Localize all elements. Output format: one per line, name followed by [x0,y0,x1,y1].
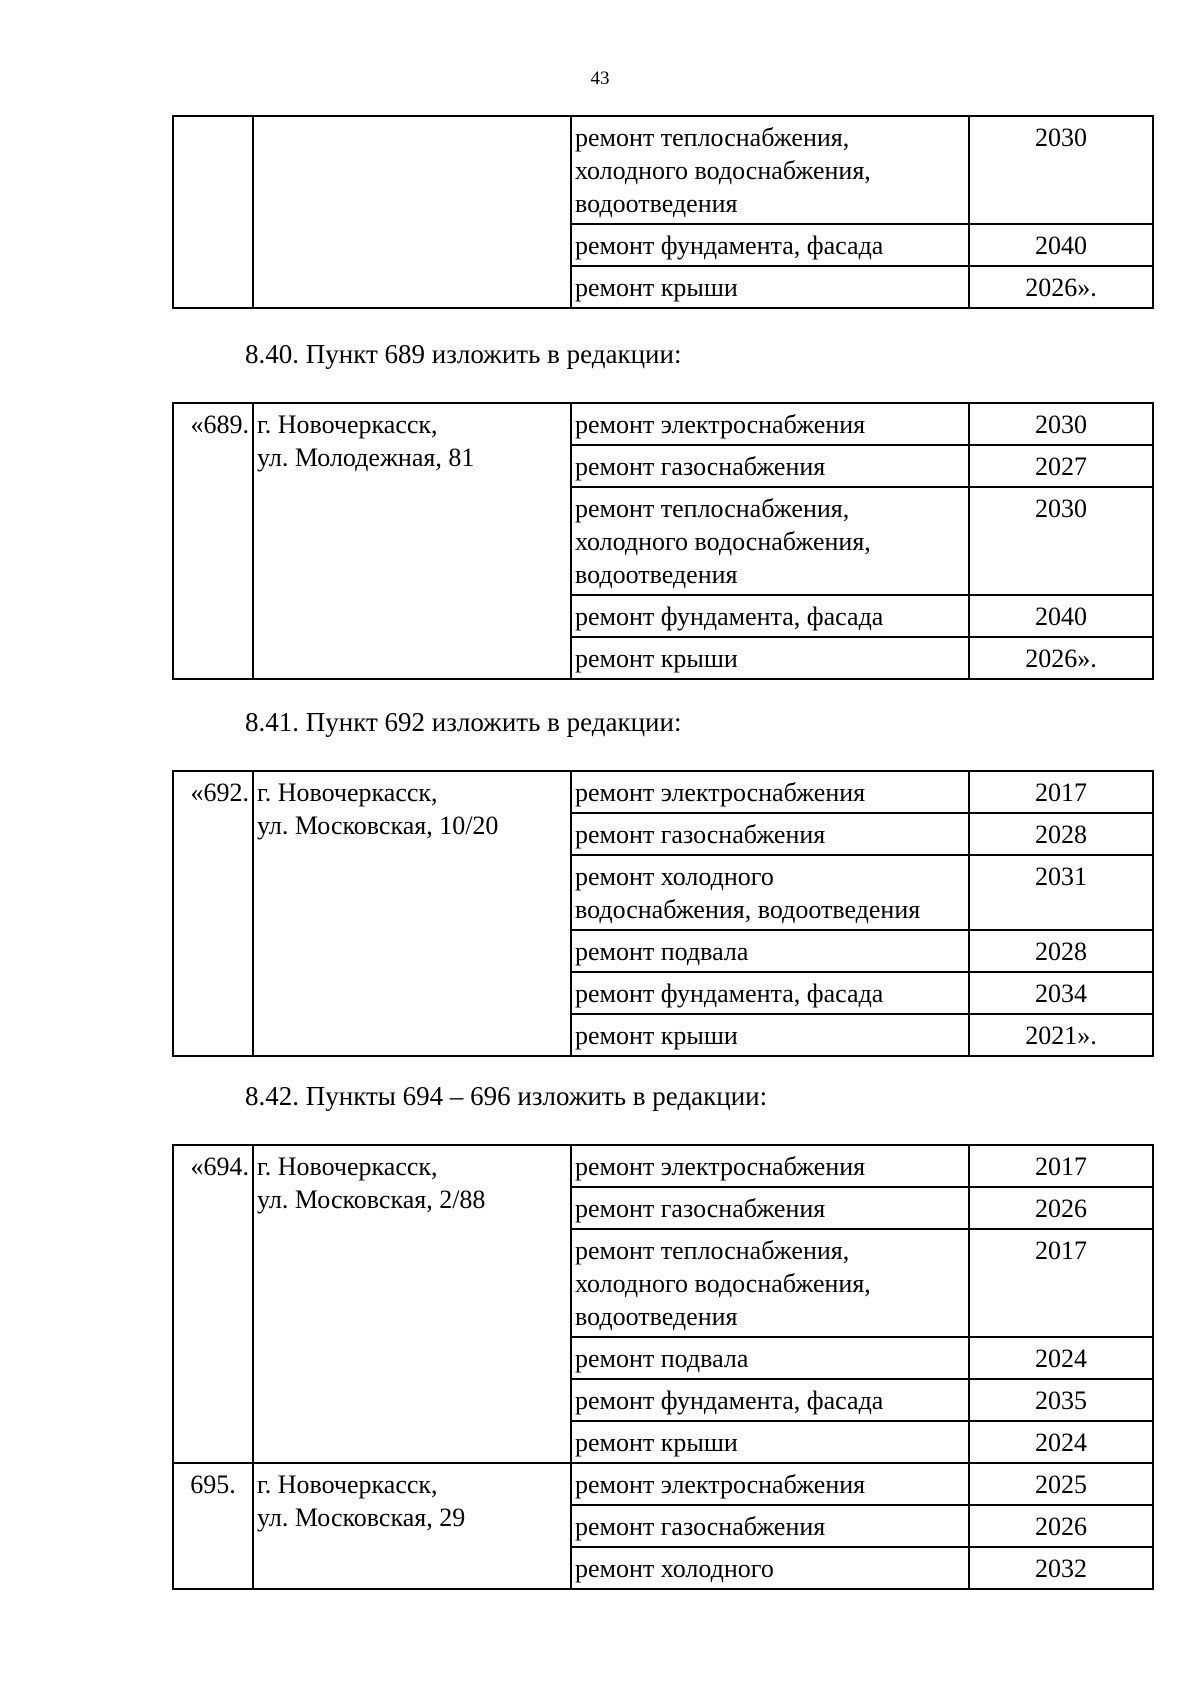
repair-work-line: ремонт фундамента, фасада [575,979,884,1008]
item-number: 695. [173,1463,253,1589]
item-address [253,403,571,679]
table-row [173,771,1153,813]
table-item-692-body [173,771,1153,1056]
repair-work-line: водоотведения [575,560,738,589]
repair-work-line: ремонт газоснабжения [575,820,826,849]
repair-work [571,224,969,266]
repair-work-line: ремонт теплоснабжения, [575,1236,850,1265]
repair-work [571,1187,969,1229]
repair-year: 2026 [969,1505,1153,1547]
repair-work-line: водоотведения [575,189,738,218]
repair-work-line: холодного водоснабжения, [575,527,871,556]
repair-work-line: ремонт газоснабжения [575,452,826,481]
repair-year: 2017 [969,1145,1153,1187]
table-items-694-695-body [173,1145,1153,1589]
repair-work-line: ремонт фундамента, фасада [575,1386,884,1415]
address-line: ул. Московская, 10/20 [257,811,499,840]
repair-work [571,1379,969,1421]
repair-work [571,595,969,637]
repair-work [571,487,969,595]
repair-work-line: ремонт подвала [575,1344,749,1373]
repair-work-line: ремонт холодного [575,862,774,891]
repair-year: 2028 [969,813,1153,855]
paragraph-8-41: 8.41. Пункт 692 изложить в редакции: [245,707,682,737]
repair-work-line: ремонт электроснабжения [575,778,866,807]
repair-work [571,930,969,972]
repair-work [571,266,969,308]
item-number: «694. [173,1145,253,1463]
repair-year: 2035 [969,1379,1153,1421]
repair-year: 2030 [969,116,1153,224]
repair-year: 2030 [969,487,1153,595]
repair-year: 2031 [969,855,1153,930]
repair-work-line: ремонт электроснабжения [575,1152,866,1181]
repair-year: 2026 [969,1187,1153,1229]
repair-work-line: ремонт теплоснабжения, [575,494,850,523]
repair-work-line: ремонт подвала [575,937,749,966]
address-line: г. Новочеркасск, [257,410,438,439]
repair-year: 2017 [969,771,1153,813]
paragraph-8-42: 8.42. Пункты 694 – 696 изложить в редакции: [245,1081,768,1111]
repair-work [571,813,969,855]
repair-year: 2032 [969,1547,1153,1589]
repair-work [571,637,969,679]
repair-year: 2028 [969,930,1153,972]
repair-work [571,403,969,445]
item-address [253,771,571,1056]
item-address [253,116,571,308]
table-item-692 [172,770,1154,1057]
repair-work [571,1505,969,1547]
table-item-689 [172,402,1154,680]
repair-year: 2030 [969,403,1153,445]
repair-work [571,1421,969,1463]
item-number: «692. [173,771,253,1056]
item-address [253,1463,571,1589]
repair-work [571,855,969,930]
repair-work [571,1229,969,1337]
item-address [253,1145,571,1463]
repair-work-line: водоотведения [575,1302,738,1331]
repair-year: 2024 [969,1337,1153,1379]
repair-year: 2026». [969,266,1153,308]
repair-work [571,1145,969,1187]
repair-year: 2025 [969,1463,1153,1505]
paragraph-8-40: 8.40. Пункт 689 изложить в редакции: [245,339,682,369]
repair-work [571,972,969,1014]
repair-work-line: ремонт крыши [575,1428,738,1457]
repair-year: 2021». [969,1014,1153,1056]
repair-year: 2017 [969,1229,1153,1337]
repair-year: 2040 [969,595,1153,637]
table-row [173,1463,1153,1505]
repair-work-line: ремонт фундамента, фасада [575,231,884,260]
repair-year: 2040 [969,224,1153,266]
repair-work-line: ремонт электроснабжения [575,1470,866,1499]
address-line: ул. Московская, 2/88 [257,1185,486,1214]
repair-work-line: холодного водоснабжения, [575,1269,871,1298]
repair-work-line: ремонт газоснабжения [575,1512,826,1541]
repair-work-line: ремонт крыши [575,644,738,673]
table-row [173,403,1153,445]
repair-work [571,1463,969,1505]
item-number: «689. [173,403,253,679]
repair-work-line: ремонт крыши [575,1021,738,1050]
repair-work [571,445,969,487]
repair-year: 2026». [969,637,1153,679]
table-row [173,116,1153,224]
address-line: ул. Московская, 29 [257,1503,466,1532]
repair-work-line: ремонт холодного [575,1554,774,1583]
table-item-689-body [173,403,1153,679]
address-line: г. Новочеркасск, [257,1152,438,1181]
page-number: 43 [590,68,610,89]
address-line: г. Новочеркасск, [257,1470,438,1499]
address-line: г. Новочеркасск, [257,778,438,807]
repair-work [571,1337,969,1379]
repair-year: 2034 [969,972,1153,1014]
table-items-694-695 [172,1144,1154,1590]
address-line: ул. Молодежная, 81 [257,443,475,472]
repair-work-line: ремонт газоснабжения [575,1194,826,1223]
table-continuation [172,115,1154,309]
repair-work-line: ремонт электроснабжения [575,410,866,439]
repair-work [571,1547,969,1589]
repair-work-line: ремонт крыши [575,273,738,302]
repair-work [571,116,969,224]
item-number [173,116,253,308]
table-row [173,1145,1153,1187]
repair-work-line: ремонт теплоснабжения, [575,123,850,152]
repair-work-line: водоснабжения, водоотведения [575,895,921,924]
repair-work [571,771,969,813]
repair-year: 2024 [969,1421,1153,1463]
repair-work-line: ремонт фундамента, фасада [575,602,884,631]
repair-year: 2027 [969,445,1153,487]
table-continuation-body [173,116,1153,308]
repair-work [571,1014,969,1056]
repair-work-line: холодного водоснабжения, [575,156,871,185]
